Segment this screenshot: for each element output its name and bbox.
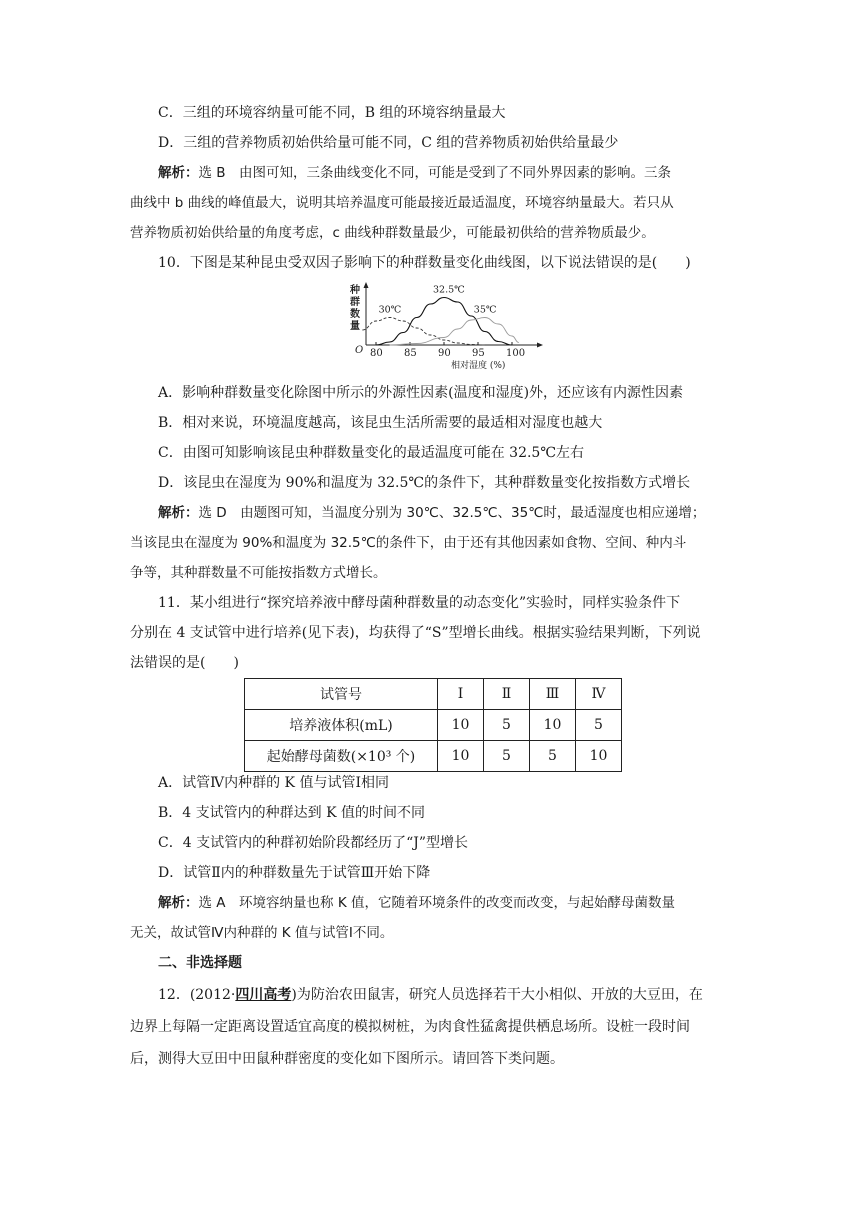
table-header-row	[245, 679, 622, 710]
q11-option-c: C．4 支试管内的种群初始阶段都经历了“J”型增长	[158, 835, 468, 851]
y-axis-label-char: 量	[350, 321, 360, 332]
x-tick-label: 80	[370, 348, 383, 359]
q10-stem: 10．下图是某种昆虫受双因子影响下的种群数量变化曲线图，以下说法错误的是( )	[158, 255, 691, 271]
q10-option-c: C．由图可知影响该昆虫种群数量变化的最适温度可能在 32.5℃左右	[158, 445, 584, 461]
series-label: 30℃	[378, 304, 402, 316]
table-cell: 5	[484, 710, 530, 741]
table-cell: 10	[438, 710, 484, 741]
q12-stem-text: )为防治农田鼠害，研究人员选择若干大小相似、开放的大豆田，在	[291, 987, 703, 1003]
table-row	[245, 741, 622, 772]
y-axis-label-char: 种	[350, 285, 360, 296]
q11-option-d: D．试管Ⅱ内的种群数量先于试管Ⅲ开始下降	[158, 865, 431, 881]
table-cell: 5	[530, 741, 576, 772]
q12-stem-line1	[158, 985, 703, 1005]
q11-option-a: A．试管Ⅳ内种群的 K 值与试管Ⅰ相同	[158, 775, 389, 791]
q9-analysis-line3: 营养物质初始供给量的角度考虑，c 曲线种群数量最少，可能最初供给的营养物质最少。	[130, 225, 655, 241]
table-header-cell: 试管号	[245, 679, 438, 710]
y-axis-label-char: 群	[350, 297, 360, 308]
series-label: 35℃	[473, 304, 497, 316]
table-cell: 10	[530, 710, 576, 741]
x-tick-label: 95	[472, 348, 485, 359]
q10-analysis-line3: 争等，其种群数量不可能按指数方式增长。	[130, 565, 387, 581]
q11-analysis-line2: 无关，故试管Ⅳ内种群的 K 值与试管Ⅰ不同。	[130, 925, 394, 941]
table-row	[245, 710, 622, 741]
q11-analysis-line1	[158, 893, 675, 913]
x-tick-label: 85	[404, 348, 417, 359]
humidity-population-chart	[334, 281, 594, 381]
table-cell: 起始酵母菌数(×10³ 个)	[245, 741, 438, 772]
q11-option-b: B．4 支试管内的种群达到 K 值的时间不同	[158, 805, 426, 821]
svg-text:种群数量	[349, 283, 360, 332]
analysis-text: 选 D 由题图可知，当温度分别为 30℃、32.5℃、35℃时，最适湿度也相应递增；	[198, 505, 706, 521]
table-cell: 10	[576, 741, 622, 772]
table-header-cell: Ⅱ	[484, 679, 530, 710]
analysis-text: 选 B 由图可知，三条曲线变化不同，可能是受到了不同外界因素的影响。三条	[198, 165, 672, 181]
y-axis-label	[349, 283, 360, 332]
x-axis-arrow	[537, 343, 543, 348]
analysis-label: 解析：	[158, 505, 199, 521]
y-axis-label-char: 数	[350, 309, 360, 320]
table-cell: 培养液体积(mL)	[245, 710, 438, 741]
q9-analysis-line2: 曲线中 b 曲线的峰值最大，说明其培养温度可能最接近最适温度，环境容纳量最大。若只从	[130, 195, 674, 211]
series-line-2	[390, 318, 519, 346]
origin-label: O	[355, 345, 364, 356]
q12-stem-line2: 边界上每隔一定距离设置适宜高度的模拟树桩，为肉食性猛禽提供栖息场所。设桩一段时间	[130, 1019, 690, 1035]
analysis-text: 选 A 环境容纳量也称 K 值，它随着环境条件的改变而改变，与起始酵母菌数量	[198, 895, 675, 911]
q11-stem-line3: 法错误的是( )	[130, 655, 239, 671]
x-tick-label: 90	[438, 348, 451, 359]
analysis-label: 解析：	[158, 165, 199, 181]
y-axis-arrow	[364, 282, 369, 288]
table-header-cell: Ⅰ	[438, 679, 484, 710]
table-header-cell: Ⅳ	[576, 679, 622, 710]
q12-number: 12．(2012·	[158, 987, 236, 1003]
q12-source: 四川高考	[235, 987, 292, 1003]
x-axis-label: 相对湿度 (%)	[451, 361, 506, 371]
table-cell: 10	[438, 741, 484, 772]
q11-stem-line1: 11．某小组进行“探究培养液中酵母菌种群数量的动态变化”实验时，同样实验条件下	[158, 595, 681, 611]
analysis-label: 解析：	[158, 895, 199, 911]
q9-option-d: D．三组的营养物质初始供给量可能不同，C 组的营养物质初始供给量最少	[158, 135, 619, 151]
section-title: 二、非选择题	[158, 955, 242, 971]
table-cell: 5	[484, 741, 530, 772]
table-header-cell: Ⅲ	[530, 679, 576, 710]
table-cell: 5	[576, 710, 622, 741]
q10-analysis-line1	[158, 503, 705, 523]
q11-stem-line2: 分别在 4 支试管中进行培养(见下表)，均获得了“S”型增长曲线。根据实验结果判断，下列说	[130, 625, 701, 641]
q12-stem-line3: 后，测得大豆田中田鼠种群密度的变化如下图所示。请回答下类问题。	[130, 1051, 564, 1067]
q10-analysis-line2: 当该昆虫在湿度为 90%和温度为 32.5℃的条件下，由于还有其他因素如食物、空间、种内斗	[130, 535, 687, 551]
q10-option-d: D．该昆虫在湿度为 90%和温度为 32.5℃的条件下，其种群数量变化按指数方式增长	[158, 475, 691, 491]
q10-option-b: B．相对来说，环境温度越高，该昆虫生活所需要的最适相对湿度也越大	[158, 415, 603, 431]
q9-option-c: C．三组的环境容纳量可能不同，B 组的环境容纳量最大	[158, 105, 506, 121]
series-label: 32.5℃	[433, 284, 465, 296]
test-tube-table	[244, 678, 622, 772]
q10-option-a: A．影响种群数量变化除图中所示的外源性因素(温度和湿度)外，还应该有内源性因素	[158, 385, 684, 401]
q9-analysis-line1	[158, 163, 671, 183]
x-tick-label: 100	[506, 348, 526, 359]
